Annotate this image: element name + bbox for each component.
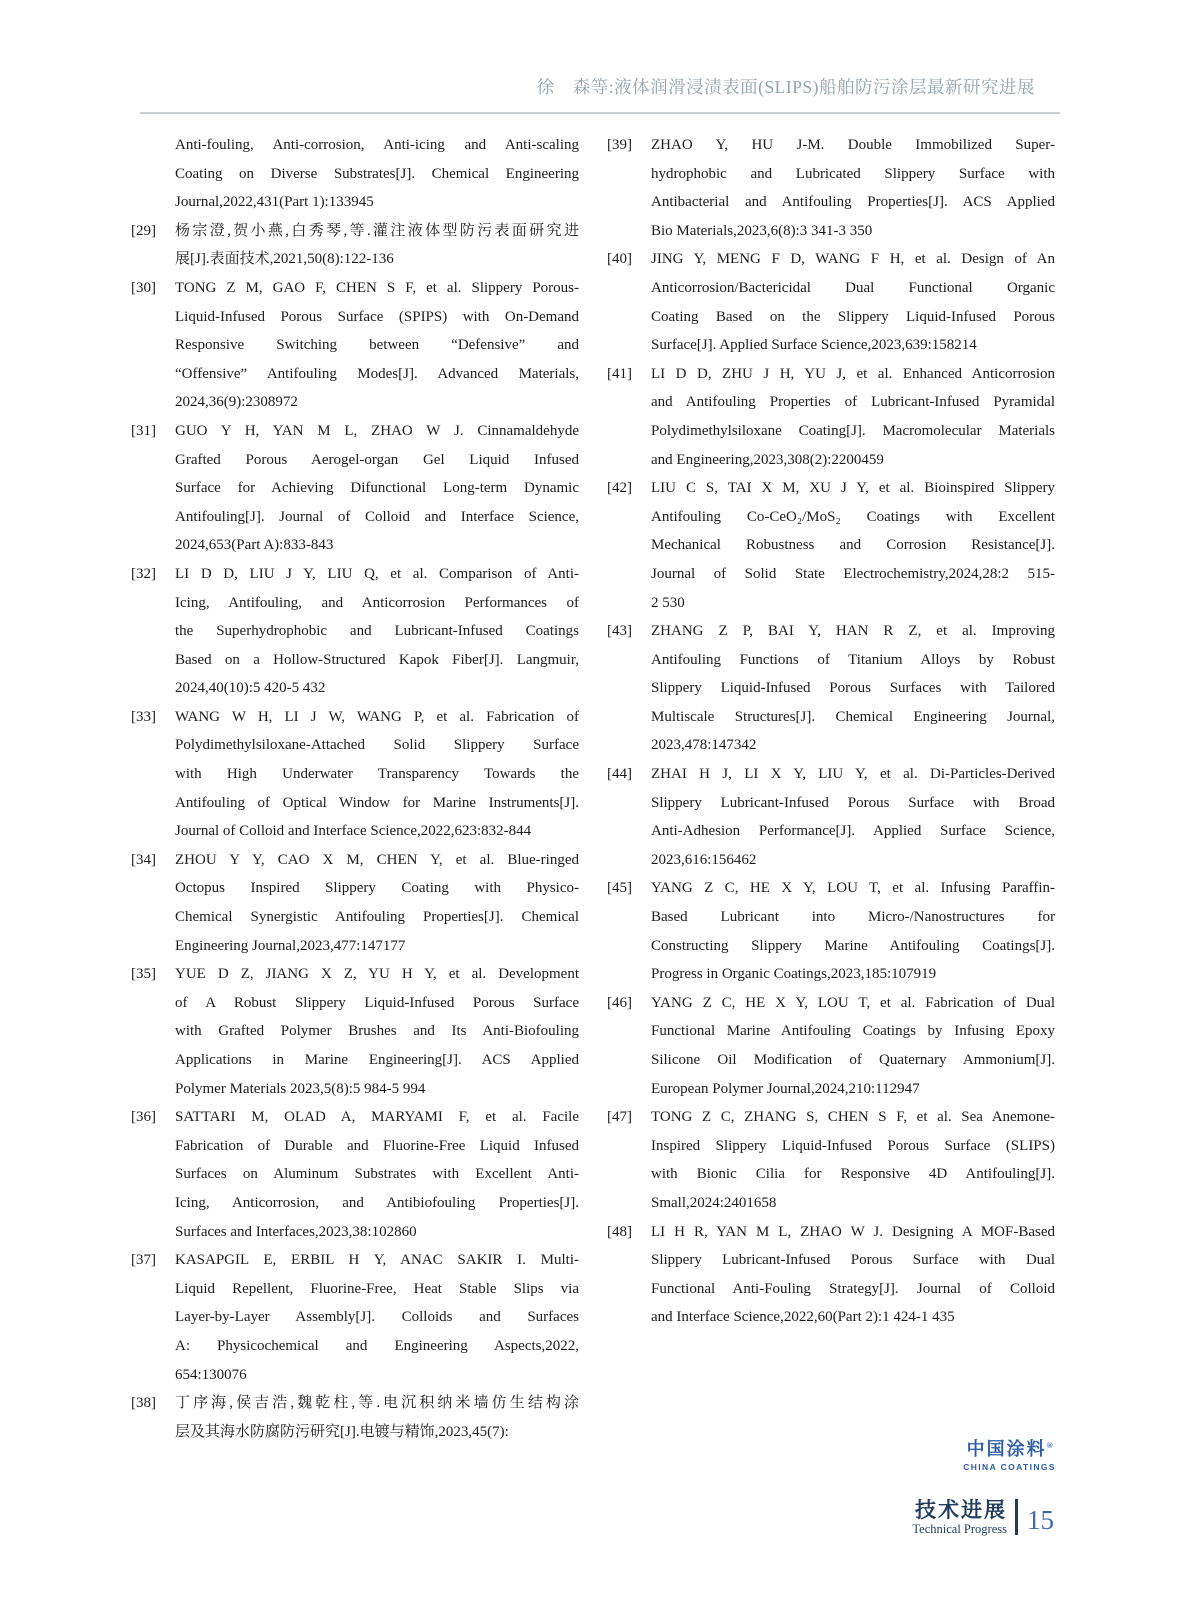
logo-chinese-text: 中国涂料® — [966, 1439, 1053, 1459]
reference-line: and Engineering,2023,308(2):2200459 — [651, 451, 884, 468]
reference-line: TONG Z M, GAO F, CHEN S F, et al. Slippery Porous- — [175, 279, 579, 296]
reference-number: [38] — [131, 1395, 156, 1412]
reference-line: ZHANG Z P, BAI Y, HAN R Z, et al. Improving — [651, 623, 1055, 640]
reference-line: Slippery Lubricant-Infused Porous Surface with Dual — [651, 1252, 1055, 1269]
reference-entry — [131, 274, 579, 417]
reference-number: [35] — [131, 966, 156, 983]
reference-entry — [607, 474, 1055, 617]
reference-line: Liquid Repellent, Fluorine-Free, Heat Stable Slips via — [175, 1280, 579, 1297]
running-title: 徐 森等:液体润滑浸渍表面(SLIPS)船舶防污涂层最新研究进展 — [536, 77, 1035, 97]
reference-entry — [607, 131, 1055, 245]
reference-number: [46] — [607, 994, 632, 1011]
reference-line: 杨宗澄,贺小燕,白秀琴,等.灌注液体型防污表面研究进 — [175, 222, 579, 239]
reference-line: Antifouling[J]. Journal of Colloid and Interface Science, — [175, 508, 579, 525]
reference-line: hydrophobic and Lubricated Slippery Surface with — [651, 165, 1055, 182]
reference-line: Surface for Achieving Difunctional Long-term Dynamic — [175, 480, 579, 497]
reference-number: [45] — [607, 880, 632, 897]
section-label-english: Technical Progress — [912, 1522, 1007, 1536]
reference-line: 2024,36(9):2308972 — [175, 394, 298, 411]
reference-line: KASAPGIL E, ERBIL H Y, ANAC SAKIR I. Multi- — [175, 1252, 579, 1269]
reference-line: the Superhydrophobic and Lubricant-Infused Coatings — [175, 623, 579, 640]
reference-line: Coating Based on the Slippery Liquid-Infused Porous — [651, 308, 1055, 325]
reference-entry — [607, 617, 1055, 760]
reference-line: YUE D Z, JIANG X Z, YU H Y, et al. Development — [175, 966, 579, 983]
reference-line: with Bionic Cilia for Responsive 4D Antifouling[J]. — [651, 1166, 1055, 1183]
reference-line: Applications in Marine Engineering[J]. ACS Applied — [175, 1052, 579, 1068]
reference-line: 654:130076 — [175, 1366, 247, 1383]
reference-line: Journal,2022,431(Part 1):133945 — [175, 194, 374, 211]
reference-entry — [131, 217, 579, 274]
reference-line: Functional Marine Antifouling Coatings by Infusing Epoxy — [651, 1023, 1055, 1040]
reference-line: Layer-by-Layer Assembly[J]. Colloids and Surfaces — [175, 1309, 579, 1326]
reference-line: “Offensive” Antifouling Modes[J]. Advanced Materials, — [175, 365, 579, 382]
reference-line: Antifouling Functions of Titanium Alloys by Robust — [651, 651, 1055, 668]
reference-line: Surface[J]. Applied Surface Science,2023,639:158214 — [651, 337, 977, 354]
references-right-column — [607, 131, 1055, 1446]
reference-line: 展[J].表面技术,2021,50(8):122-136 — [175, 251, 394, 268]
reference-number: [39] — [607, 137, 632, 153]
reference-entry — [607, 360, 1055, 474]
reference-entry — [607, 245, 1055, 359]
reference-line: JING Y, MENG F D, WANG F H, et al. Design of An — [651, 251, 1055, 268]
reference-line: 层及其海水防腐防污研究[J].电镀与精饰,2023,45(7): — [175, 1423, 509, 1440]
reference-number: [43] — [607, 623, 632, 640]
reference-number: [33] — [131, 708, 156, 725]
reference-entry — [131, 560, 579, 703]
reference-line: Multiscale Structures[J]. Chemical Engineering Journal, — [651, 708, 1055, 725]
reference-line: Engineering Journal,2023,477:147177 — [175, 937, 406, 954]
reference-entry — [607, 760, 1055, 874]
references-section — [131, 131, 1055, 1446]
reference-line: 2024,653(Part A):833-843 — [175, 537, 334, 554]
page-footer — [912, 1496, 1054, 1538]
reference-line: Antibacterial and Antifouling Properties[J]. ACS Applied — [651, 194, 1055, 211]
reference-number: [30] — [131, 279, 156, 296]
reference-line: Anti-Adhesion Performance[J]. Applied Surface Science, — [651, 823, 1055, 840]
china-coatings-logo — [963, 1435, 1056, 1472]
reference-entry — [607, 989, 1055, 1103]
reference-line: YANG Z C, HE X Y, LOU T, et al. Infusing Paraffin- — [651, 880, 1055, 897]
reference-number: [34] — [131, 851, 156, 868]
reference-number: [36] — [131, 1109, 156, 1126]
reference-line: Liquid-Infused Porous Surface (SPIPS) with On-Demand — [175, 308, 579, 325]
reference-number: [42] — [607, 480, 632, 497]
reference-line: Based Lubricant into Micro-/Nanostructures for — [651, 909, 1055, 926]
reference-line: 丁序海,侯吉浩,魏乾柱,等.电沉积纳米墙仿生结构涂 — [175, 1395, 579, 1412]
reference-entry — [131, 1389, 579, 1446]
reference-line: 2023,616:156462 — [651, 851, 757, 868]
reference-line: A: Physicochemical and Engineering Aspects,2022, — [175, 1337, 579, 1354]
reference-line: LI D D, ZHU J H, YU J, et al. Enhanced Anticorrosion — [651, 365, 1055, 382]
reference-line: Polymer Materials 2023,5(8):5 984-5 994 — [175, 1080, 426, 1097]
reference-entry — [131, 131, 579, 217]
reference-line: and Antifouling Properties of Lubricant-Infused Pyramidal — [651, 394, 1055, 411]
reference-line: Fabrication of Durable and Fluorine-Free Liquid Infused — [175, 1137, 579, 1154]
reference-line: Constructing Slippery Marine Antifouling Coatings[J]. — [651, 937, 1055, 954]
reference-line: Coating on Diverse Substrates[J]. Chemical Engineering — [175, 165, 579, 182]
logo-english-text: CHINA COATINGS — [963, 1462, 1056, 1472]
reference-line: Slippery Lubricant-Infused Porous Surface with Broad — [651, 794, 1055, 811]
reference-entry — [131, 417, 579, 560]
reference-line: Chemical Synergistic Antifouling Properties[J]. Chemical — [175, 909, 579, 926]
reference-line: LIU C S, TAI X M, XU J Y, et al. Bioinspired Slippery — [651, 480, 1055, 497]
header-rule — [140, 112, 1060, 114]
reference-number: [48] — [607, 1223, 632, 1240]
reference-line: Surfaces and Interfaces,2023,38:102860 — [175, 1223, 417, 1240]
reference-entry — [607, 1218, 1055, 1332]
reference-line: Octopus Inspired Slippery Coating with Physico- — [175, 880, 579, 897]
reference-number: [40] — [607, 251, 632, 268]
reference-entry — [131, 703, 579, 846]
reference-line: Journal of Colloid and Interface Science,2022,623:832-844 — [175, 823, 532, 840]
registered-mark-icon: ® — [1046, 1441, 1053, 1450]
reference-line: Progress in Organic Coatings,2023,185:107919 — [651, 966, 937, 983]
reference-line: Inspired Slippery Liquid-Infused Porous Surface (SLIPS) — [651, 1137, 1055, 1154]
reference-line: SATTARI M, OLAD A, MARYAMI F, et al. Facile — [175, 1109, 579, 1126]
reference-line: Silicone Oil Modification of Quaternary Ammonium[J]. — [651, 1052, 1055, 1068]
reference-line: Bio Materials,2023,6(8):3 341-3 350 — [651, 222, 873, 239]
reference-line: with High Underwater Transparency Towards the — [175, 766, 579, 783]
reference-line: Mechanical Robustness and Corrosion Resistance[J]. — [651, 537, 1055, 554]
reference-line: Journal of Solid State Electrochemistry,2024,28:2 515- — [651, 565, 1055, 582]
reference-line: Slippery Liquid-Infused Porous Surfaces with Tailored — [651, 680, 1055, 697]
reference-entry — [607, 874, 1055, 988]
reference-number: [44] — [607, 766, 632, 783]
reference-line: Small,2024:2401658 — [651, 1194, 777, 1211]
reference-line: ZHAO Y, HU J-M. Double Immobilized Super- — [651, 137, 1055, 153]
reference-line: Icing, Antifouling, and Anticorrosion Performances of — [175, 594, 579, 611]
reference-line: Anticorrosion/Bactericidal Dual Functional Organic — [651, 279, 1055, 296]
reference-line: TONG Z C, ZHANG S, CHEN S F, et al. Sea Anemone- — [651, 1109, 1055, 1126]
section-label-chinese: 技术进展 — [915, 1498, 1007, 1522]
reference-line: of A Robust Slippery Liquid-Infused Porous Surface — [175, 994, 579, 1011]
reference-line: YANG Z C, HE X Y, LOU T, et al. Fabrication of Dual — [651, 994, 1055, 1011]
reference-line: Polydimethylsiloxane Coating[J]. Macromolecular Materials — [651, 422, 1055, 439]
reference-entry — [131, 846, 579, 960]
reference-number: [37] — [131, 1252, 156, 1269]
reference-line: GUO Y H, YAN M L, ZHAO W J. Cinnamaldehyde — [175, 422, 579, 439]
references-left-column — [131, 131, 579, 1446]
reference-line: with Grafted Polymer Brushes and Its Anti-Biofouling — [175, 1023, 579, 1040]
reference-line: European Polymer Journal,2024,210:112947 — [651, 1080, 920, 1097]
reference-line: 2023,478:147342 — [651, 737, 757, 754]
reference-line: Icing, Anticorrosion, and Antibiofouling Properties[J]. — [175, 1194, 579, 1211]
reference-line: Polydimethylsiloxane-Attached Solid Slippery Surface — [175, 737, 579, 754]
reference-line: Grafted Porous Aerogel-organ Gel Liquid Infused — [175, 451, 579, 468]
reference-line: and Interface Science,2022,60(Part 2):1 424-1 435 — [651, 1309, 955, 1326]
reference-entry — [131, 1103, 579, 1246]
reference-line: ZHOU Y Y, CAO X M, CHEN Y, et al. Blue-ringed — [175, 851, 579, 868]
reference-number: [32] — [131, 565, 156, 582]
reference-entry — [607, 1103, 1055, 1217]
reference-line: 2 530 — [651, 594, 685, 611]
reference-number: [29] — [131, 222, 156, 239]
reference-line: 2024,40(10):5 420-5 432 — [175, 680, 326, 697]
reference-line: Anti-fouling, Anti-corrosion, Anti-icing and Anti-scaling — [175, 137, 579, 153]
reference-line: Antifouling Co-CeO₂/MoS₂ Coatings with Excellent — [651, 508, 1055, 525]
footer-divider-bar — [1015, 1499, 1018, 1535]
reference-line: Antifouling of Optical Window for Marine Instruments[J]. — [175, 794, 579, 811]
reference-number: [31] — [131, 422, 156, 439]
reference-line: ZHAI H J, LI X Y, LIU Y, et al. Di-Particles-Derived — [651, 766, 1055, 783]
reference-line: LI H R, YAN M L, ZHAO W J. Designing A MOF-Based — [651, 1223, 1055, 1240]
reference-line: WANG W H, LI J W, WANG P, et al. Fabrication of — [175, 708, 579, 725]
page-number: 15 — [1027, 1505, 1054, 1535]
reference-entry — [131, 1246, 579, 1389]
reference-line: LI D D, LIU J Y, LIU Q, et al. Comparison of Anti- — [175, 565, 579, 582]
reference-line: Responsive Switching between “Defensive” and — [175, 337, 579, 354]
reference-line: Based on a Hollow-Structured Kapok Fiber[J]. Langmuir, — [175, 651, 579, 668]
reference-line: Surfaces on Aluminum Substrates with Excellent Anti- — [175, 1166, 579, 1183]
reference-entry — [131, 960, 579, 1103]
reference-line: Functional Anti-Fouling Strategy[J]. Journal of Colloid — [651, 1280, 1055, 1297]
section-label — [912, 1498, 1007, 1536]
reference-number: [41] — [607, 365, 632, 382]
reference-number: [47] — [607, 1109, 632, 1126]
